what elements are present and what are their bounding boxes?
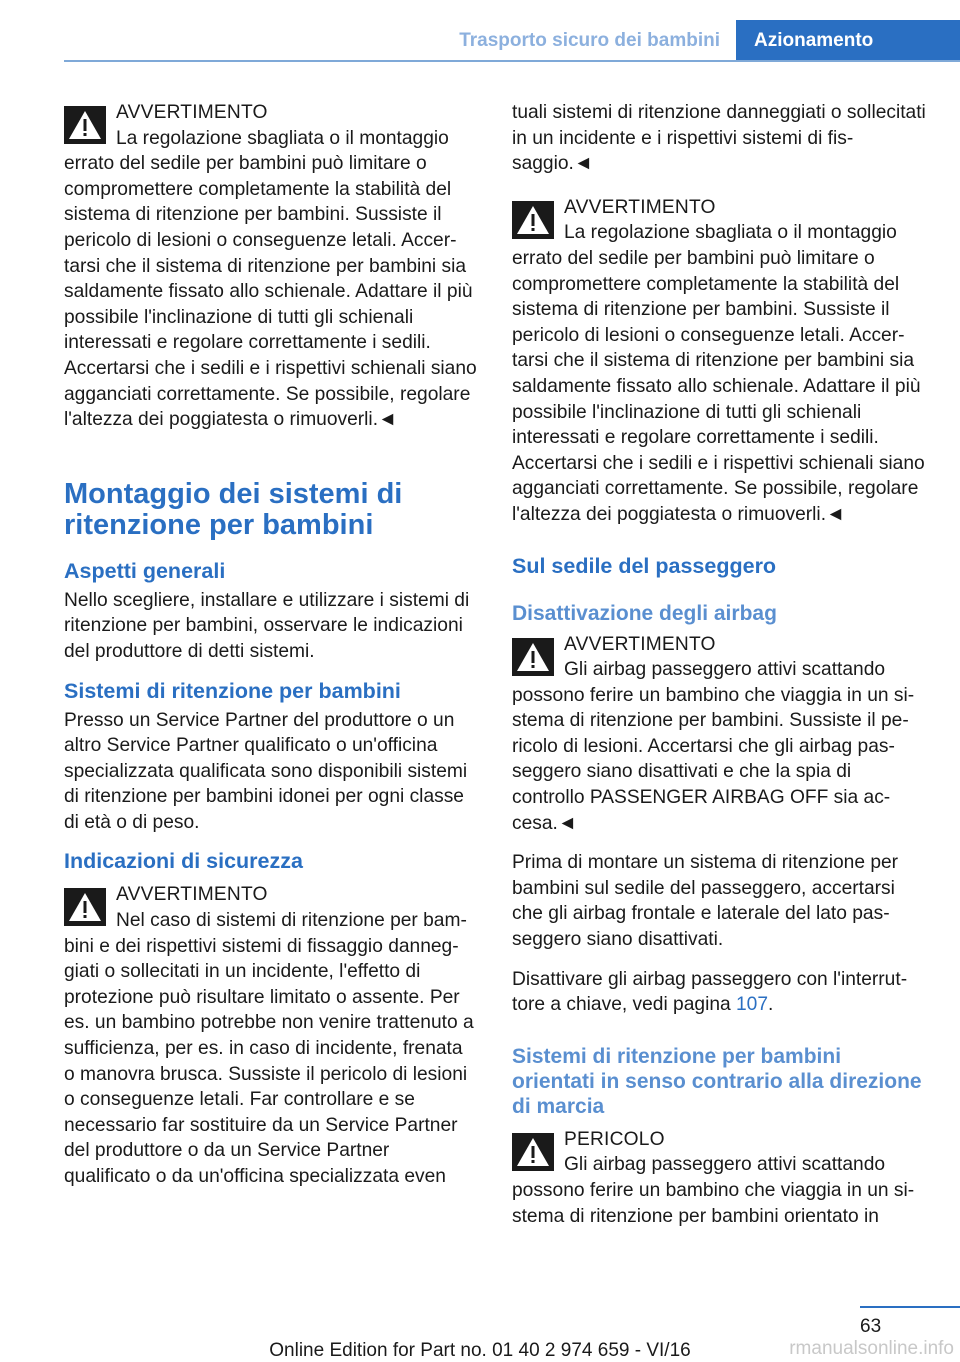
deactivate-text-end: .	[768, 994, 774, 1016]
right-column	[512, 100, 926, 1243]
footer-rule	[860, 1306, 960, 1308]
warning-text: La regolazione sbagliata o il montaggio errato del sedile per bambini può limitare o compromettere completamente la stabilità del sistema di ritenzione per bambini. Sussiste il pericolo di lesioni o conseguenze letali. Accertarsi che il sistema di ritenzione per bambini sia saldamente fissato allo schienale. Adattare il più possibile l'inclinazione di tutti gli schienali interessati e regolare correttamente i sedili. Accertarsi che i sedili e i rispettivi schienali siano agganciati correttamente. Se possibile, regolare l'altezza dei poggiatesta o rimuoverli.◄	[64, 127, 477, 431]
warning-title: AVVERTIMENTO	[564, 196, 716, 218]
danger-title: PERICOLO	[564, 1128, 665, 1150]
heading-systems: Sistemi di ritenzione per bambini	[64, 678, 401, 703]
warning-text: Gli airbag passeggero attivi scattando possono ferire un bambino che viaggia in un sistema di ritenzione per bambini. Sussiste il pericolo di lesioni. Accertarsi che gli airbag passeggero siano disattivati e che la spia di controllo PASSENGER AIRBAG OFF sia accesa.◄	[512, 659, 915, 834]
warning-block	[64, 100, 478, 433]
warning-icon	[64, 888, 106, 926]
warning-block	[512, 195, 926, 528]
general-text: Nello scegliere, installare e utilizzare i sistemi di ritenzione per bambini, osservare le indicazioni del produttore di detti sistemi.	[64, 589, 470, 662]
warning-title: AVVERTIMENTO	[564, 633, 716, 655]
heading-passenger: Sul sedile del passeggero	[512, 553, 777, 578]
heading-general: Aspetti generali	[64, 558, 226, 583]
watermark: rmanualsonline.info	[789, 1338, 954, 1359]
section-title: Montaggio dei sistemi di ritenzione per bambini	[64, 477, 403, 541]
heading-airbag: Disattivazione degli airbag	[512, 601, 777, 625]
deactivate-text	[512, 967, 926, 1018]
warning-title: AVVERTIMENTO	[116, 102, 268, 123]
before-mount-text: Prima di montare un sistema di ritenzione per bambini sul sedile del passeggero, accertarsi che gli airbag frontale e laterale del lato passeggero siano disattivati.	[512, 852, 899, 951]
header-section-title: Trasporto sicuro dei bambini	[459, 30, 720, 51]
footer-edition: Online Edition for Part no. 01 40 2 974 659 - VI/16	[269, 1340, 691, 1361]
continuation-text: tuali sistemi di ritenzione danneggiati o sollecitati in un incidente e i rispettivi sistemi di fissaggio.◄	[512, 102, 926, 175]
danger-block	[512, 1127, 926, 1229]
warning-title: AVVERTIMENTO	[116, 884, 268, 906]
heading-rear-facing: Sistemi di ritenzione per bambini orientati in senso contrario alla direzione di marcia	[512, 1044, 922, 1118]
page-link[interactable]: 107	[736, 994, 769, 1016]
page-header	[0, 0, 960, 62]
warning-block	[512, 632, 926, 837]
heading-safety: Indicazioni di sicurezza	[64, 849, 303, 874]
warning-icon	[64, 106, 106, 144]
warning-text: Nel caso di sistemi di ritenzione per bambini e dei rispettivi sistemi di fissaggio danneggiati o sollecitati in un incidente, l'effetto di protezione può risultare limitato o assente. Per es. un bambino potrebbe non venire trattenuto a sufficienza, per es. in caso di incidente, frenata o manovra brusca. Sussiste il pericolo di lesioni o conseguenze letali. Far controllare e se necessario far sostituire da un Service Partner del produttore o da un Service Partner qualificato o da un'officina specializzata even	[64, 910, 474, 1187]
warning-icon	[512, 1133, 554, 1171]
header-chapter-tab: Azionamento	[736, 20, 960, 62]
warning-icon	[512, 638, 554, 676]
warning-block	[64, 882, 478, 1189]
left-column	[64, 100, 478, 1204]
page-number: 63	[860, 1316, 882, 1337]
warning-icon	[512, 201, 554, 239]
deactivate-text-body: Disattivare gli airbag passeggero con l'interruttore a chiave, vedi pagina	[512, 968, 908, 1016]
warning-text: La regolazione sbagliata o il montaggio errato del sedile per bambini può limitare o compromettere completamente la stabilità del sistema di ritenzione per bambini. Sussiste il pericolo di lesioni o conseguenze letali. Accertarsi che il sistema di ritenzione per bambini sia saldamente fissato allo schienale. Adattare il più possibile l'inclinazione di tutti gli schienali interessati e regolare correttamente i sedili. Accertarsi che i sedili e i rispettivi schienali siano agganciati correttamente. Se possibile, regolare l'altezza dei poggiatesta o rimuoverli.◄	[512, 222, 925, 525]
header-rule	[64, 60, 960, 62]
danger-text: Gli airbag passeggero attivi scattando possono ferire un bambino che viaggia in un sistema di ritenzione per bambini orientato in	[512, 1154, 915, 1227]
systems-text: Presso un Service Partner del produttore o un altro Service Partner qualificato o un'officina specializzata qualificata sono disponibili sistemi di ritenzione per bambini idonei per ogni classe di età o di peso.	[64, 709, 468, 833]
